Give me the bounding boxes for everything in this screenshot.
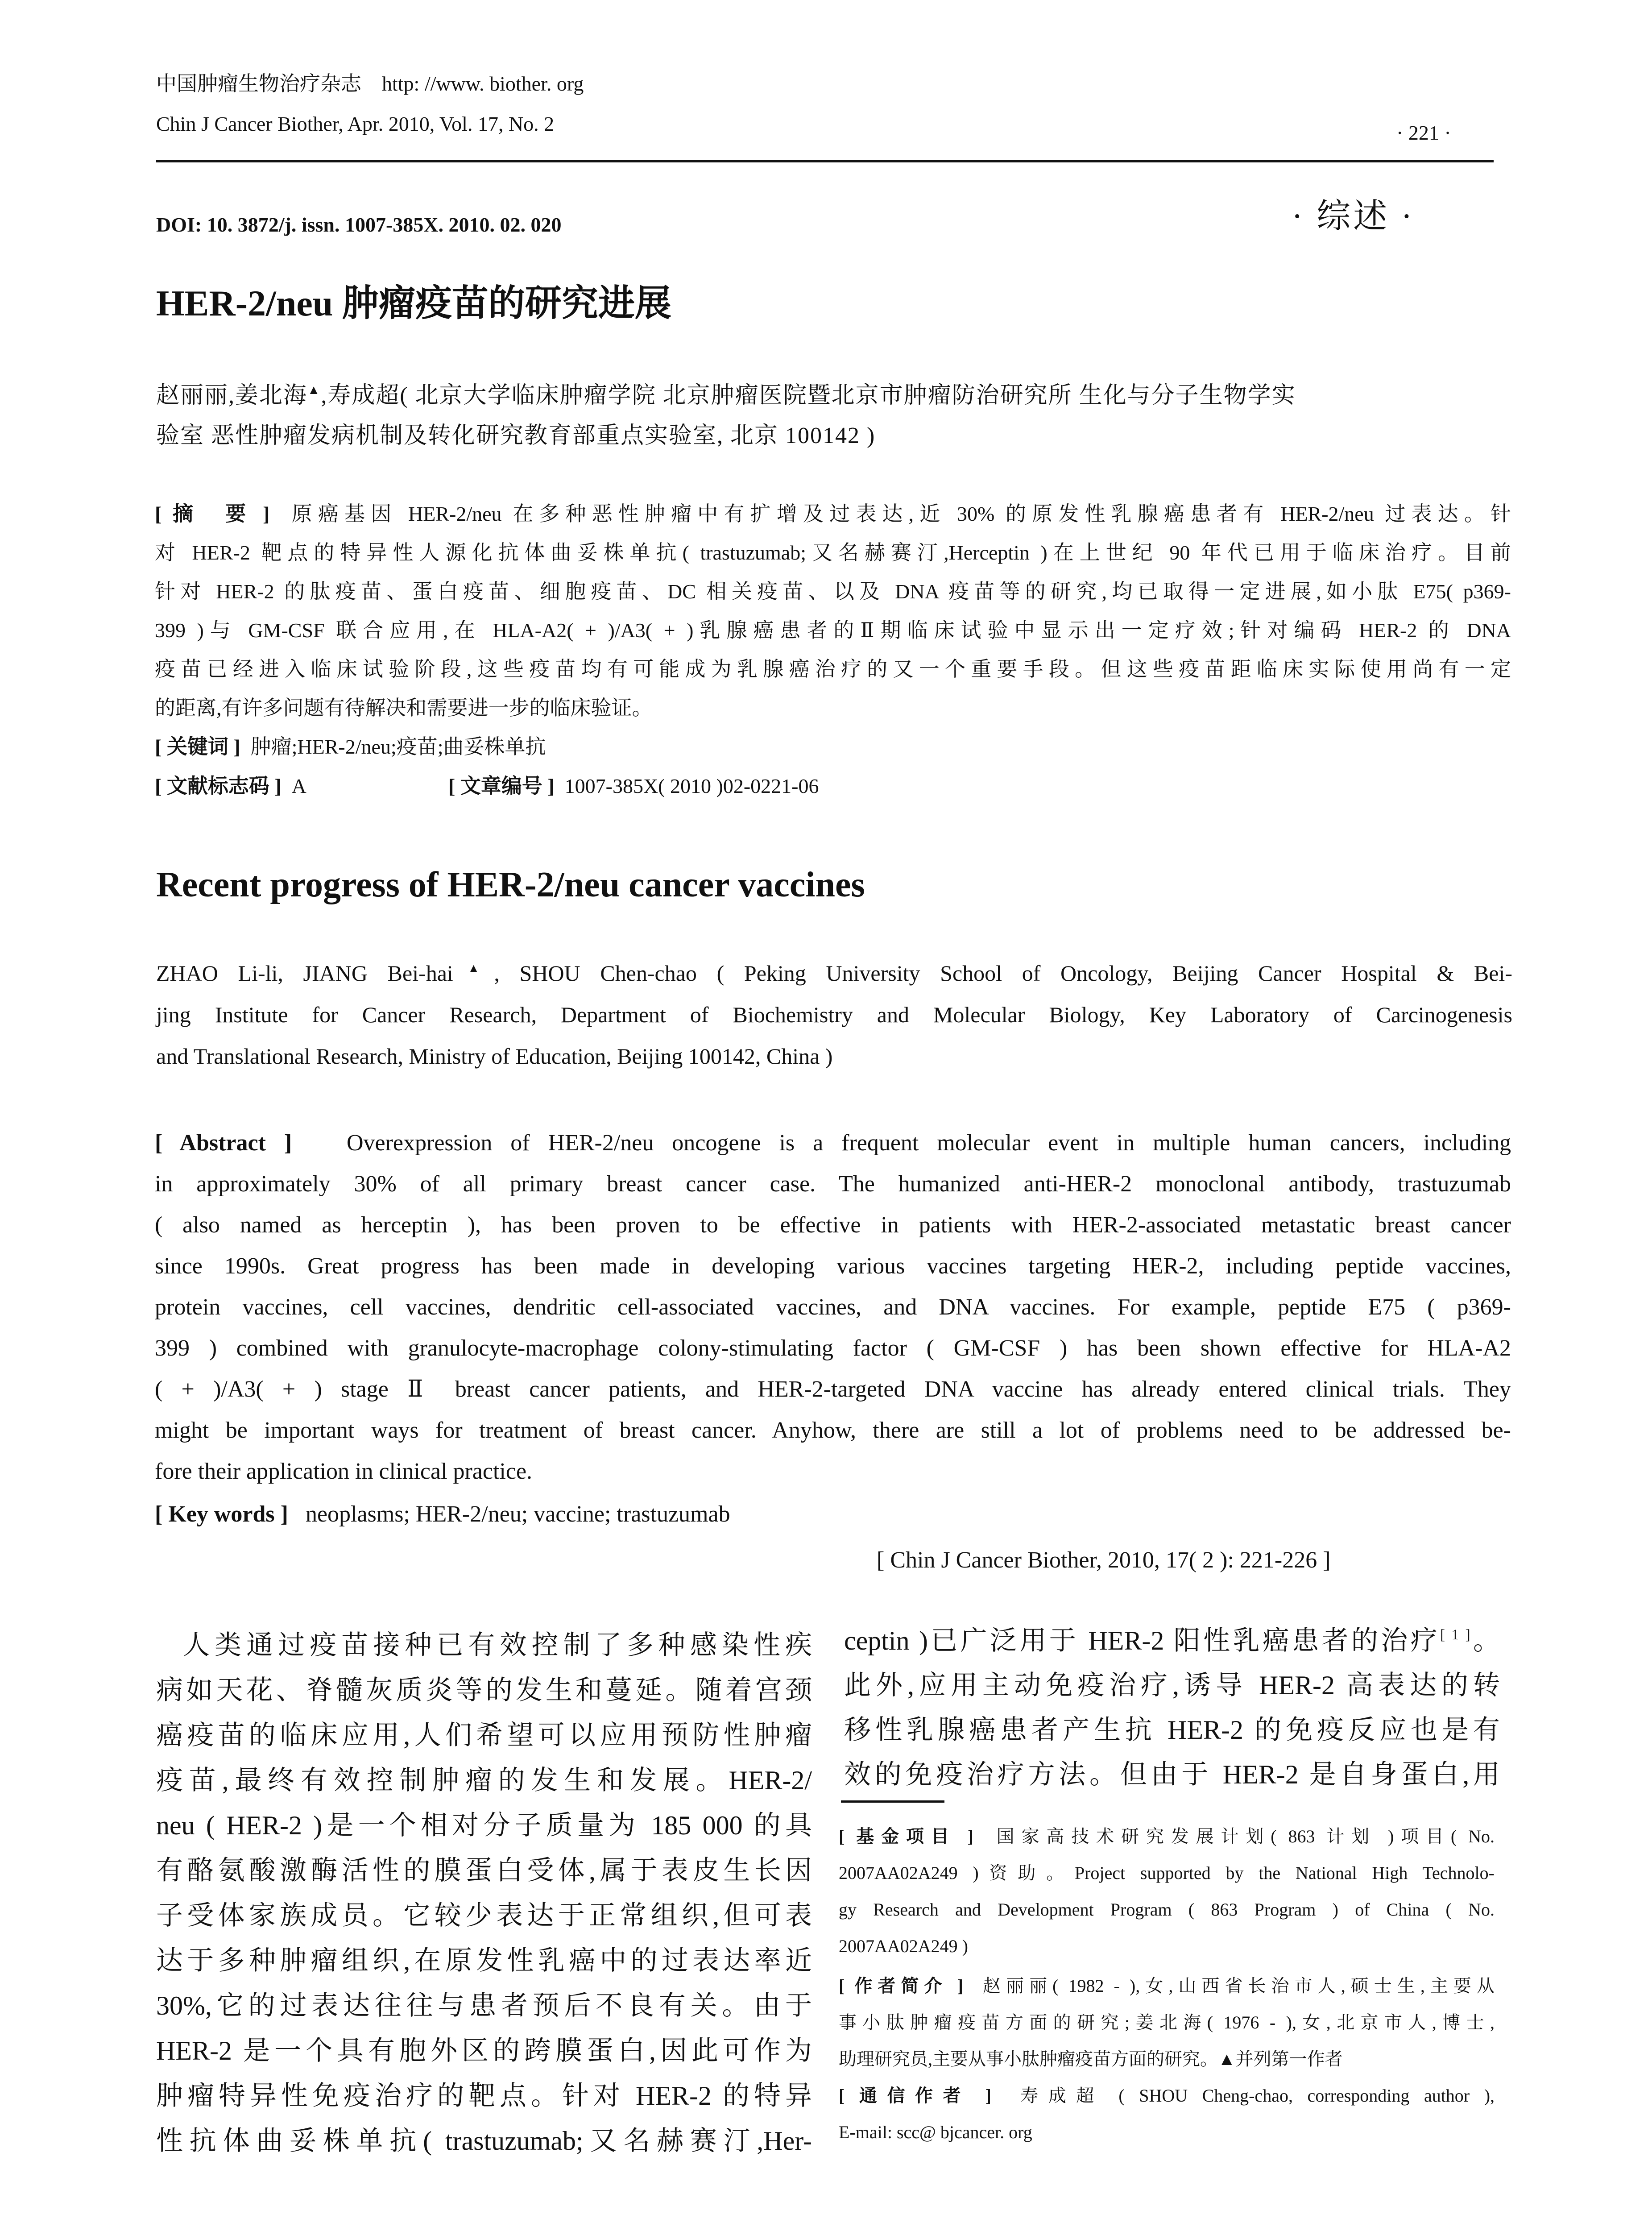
article-number bbox=[448, 773, 819, 800]
funding-line: gy Research and Development Program ( 863 Program ) of China ( No. bbox=[839, 1899, 1495, 1920]
funding-label: [ 基金项目 ] bbox=[839, 1826, 973, 1846]
author-bio-line: 助理研究员,主要从事小肽肿瘤疫苗方面的研究。▲并列第一作者 bbox=[839, 2049, 1343, 2069]
authors-en-line2: jing Institute for Cancer Research, Department of Biochemistry and Molecular Biology, Key Laboratory of Carcinogenesis bbox=[156, 1002, 1512, 1027]
corresponding-line bbox=[839, 2084, 1495, 2107]
abstract-cn-line: 疫苗已经进入临床试验阶段,这些疫苗均有可能成为乳腺癌治疗的又一个重要手段。但这些疫苗距临床实际使用尚有一定 bbox=[155, 658, 1511, 680]
page-number: · 221 · bbox=[1396, 121, 1451, 144]
abstract-en-line: fore their application in clinical practice. bbox=[155, 1459, 533, 1484]
abstract-cn-text: 原癌基因 HER-2/neu 在多种恶性肿瘤中有扩增及过表达,近 30% 的原发性乳腺癌患者有 HER-2/neu 过表达。针 bbox=[291, 502, 1511, 525]
body-line bbox=[844, 1624, 1500, 1657]
body-line: 移性乳腺癌患者产生抗 HER-2 的免疫反应也是有 bbox=[844, 1715, 1500, 1745]
author-names-en: ZHAO Li-li, JIANG Bei-hai bbox=[156, 961, 453, 986]
funding-line bbox=[839, 1825, 1495, 1848]
abstract-en-line: might be important ways for treatment of breast cancer. Anyhow, there are still a lot of problems need to be addressed be- bbox=[155, 1418, 1511, 1443]
keywords-cn bbox=[155, 734, 546, 760]
body-text: ceptin )已广泛用于 HER-2 阳性乳癌患者的治疗 bbox=[844, 1626, 1440, 1655]
corresponding-email[interactable]: E-mail: scc@ bjcancer. org bbox=[839, 2122, 1032, 2142]
abstract-cn-line: 对 HER-2 靶点的特异性人源化抗体曲妥株单抗( trastuzumab;又名赫赛汀,Herceptin )在上世纪 90 年代已用于临床治疗。目前 bbox=[155, 541, 1511, 564]
author-names-cn: 赵丽丽,姜北海 bbox=[156, 383, 308, 408]
authors-en-line1 bbox=[156, 959, 1512, 987]
funding-text: 国家高技术研究发展计划( 863 计划 )项目( No. bbox=[996, 1826, 1495, 1846]
abstract-cn-line: 399 )与 GM-CSF 联合应用,在 HLA-A2( + )/A3( + )乳腺癌患者的Ⅱ期临床试验中显示出一定疗效;针对编码 HER-2 的 DNA bbox=[155, 619, 1511, 642]
authors-cn-line2: 验室 恶性肿瘤发病机制及转化研究教育部重点实验室, 北京 100142 ) bbox=[156, 423, 876, 448]
body-line: 癌疫苗的临床应用,人们希望可以应用预防性肿瘤 bbox=[156, 1721, 812, 1750]
body-line: 肿瘤特异性免疫治疗的靶点。针对 HER-2 的特异 bbox=[156, 2081, 812, 2111]
funding-line: 2007AA02A249 )资助。Project supported by the National High Technolo- bbox=[839, 1863, 1495, 1883]
keywords-cn-value: 肿瘤;HER-2/neu;疫苗;曲妥株单抗 bbox=[250, 735, 546, 758]
abstract-en-label: [ Abstract ] bbox=[155, 1130, 292, 1156]
affiliation-cn: ,寿成超( 北京大学临床肿瘤学院 北京肿瘤医院暨北京市肿瘤防治研究所 生化与分子生物学实 bbox=[321, 383, 1296, 408]
article-number-value: 1007-385X( 2010 )02-0221-06 bbox=[564, 775, 819, 797]
author-bio-text: 赵丽丽( 1982 - ),女,山西省长治市人,硕士生,主要从 bbox=[983, 1976, 1495, 1996]
body-line: 病如天花、脊髓灰质炎等的发生和蔓延。随着宫颈 bbox=[156, 1675, 812, 1705]
abstract-en-text: Overexpression of HER-2/neu oncogene is a frequent molecular event in multiple human cancers, including bbox=[346, 1130, 1511, 1156]
keywords-en-value: neoplasms; HER-2/neu; vaccine; trastuzumab bbox=[305, 1501, 730, 1527]
affiliation-en: , SHOU Chen-chao ( Peking University School of Oncology, Beijing Cancer Hospital & Bei- bbox=[494, 961, 1513, 986]
running-header-line1 bbox=[156, 70, 584, 97]
reference-link[interactable]: [ 1 ] bbox=[1440, 1626, 1470, 1643]
abstract-en-line: since 1990s. Great progress has been made in developing various vaccines targeting HER-2, including peptide vaccines, bbox=[155, 1253, 1511, 1279]
authors-en-line3: and Translational Research, Ministry of Education, Beijing 100142, China ) bbox=[156, 1044, 833, 1069]
doc-code-label: [ 文献标志码 ] bbox=[155, 775, 282, 797]
body-line: 效的免疫治疗方法。但由于 HER-2 是自身蛋白,用 bbox=[844, 1760, 1500, 1789]
authors-cn-line1 bbox=[156, 382, 1296, 410]
keywords-en-label: [ Key words ] bbox=[155, 1501, 288, 1527]
abstract-en-line: protein vaccines, cell vaccines, dendritic cell-associated vaccines, and DNA vaccines. For example, peptide E75 ( p369- bbox=[155, 1294, 1511, 1320]
co-first-author-mark-en: ▲ bbox=[453, 961, 494, 975]
doc-code-value: A bbox=[291, 775, 306, 797]
author-bio-line bbox=[839, 1974, 1495, 1998]
abstract-en-line: ( also named as herceptin ), has been proven to be effective in patients with HER-2-associated metastatic breast cancer bbox=[155, 1212, 1511, 1238]
section-tag: · 综述 · bbox=[1292, 198, 1415, 235]
doi: DOI: 10. 3872/j. issn. 1007-385X. 2010. 02. 020 bbox=[156, 213, 562, 236]
abstract-en-line: ( + )/A3( + ) stage Ⅱ breast cancer patients, and HER-2-targeted DNA vaccine has already entered clinical trials. They bbox=[155, 1377, 1511, 1402]
body-text: 。 bbox=[1470, 1626, 1500, 1655]
body-line: 人类通过疫苗接种已有效控制了多种感染性疾 bbox=[183, 1630, 812, 1660]
abstract-cn-line bbox=[155, 501, 1511, 527]
body-line: 性抗体曲妥株单抗( trastuzumab;又名赫赛汀,Her- bbox=[156, 2126, 812, 2156]
article-number-label: [ 文章编号 ] bbox=[448, 775, 555, 797]
abstract-cn-label: [ 摘 要 ] bbox=[155, 502, 270, 525]
author-bio-label: [ 作者简介 ] bbox=[839, 1976, 963, 1996]
abstract-cn-line: 针对 HER-2 的肽疫苗、蛋白疫苗、细胞疫苗、DC 相关疫苗、以及 DNA 疫苗等的研究,均已取得一定进展,如小肽 E75( p369- bbox=[155, 580, 1511, 603]
keywords-en bbox=[155, 1500, 730, 1529]
journal-url[interactable]: http: //www. biother. org bbox=[382, 72, 584, 95]
funding-line: 2007AA02A249 ) bbox=[839, 1936, 968, 1956]
corresponding-label: [ 通信作者 ] bbox=[839, 2086, 992, 2106]
title-en: Recent progress of HER-2/neu cancer vaccines bbox=[156, 865, 865, 904]
footnote-rule bbox=[841, 1800, 944, 1803]
body-line: HER-2 是一个具有胞外区的跨膜蛋白,因此可作为 bbox=[156, 2036, 812, 2065]
corresponding-text: 寿成超 ( SHOU Cheng-chao, corresponding author ), bbox=[1020, 2086, 1495, 2106]
body-line: 疫苗,最终有效控制肿瘤的发生和发展。HER-2/ bbox=[156, 1766, 812, 1795]
journal-name-cn: 中国肿瘤生物治疗杂志 bbox=[156, 72, 361, 95]
abstract-en-line: in approximately 30% of all primary breast cancer case. The humanized anti-HER-2 monoclonal antibody, trastuzumab bbox=[155, 1171, 1511, 1197]
title-cn: HER-2/neu 肿瘤疫苗的研究进展 bbox=[156, 283, 671, 323]
citation: [ Chin J Cancer Biother, 2010, 17( 2 ): 221-226 ] bbox=[877, 1547, 1331, 1573]
abstract-en-line bbox=[155, 1129, 1511, 1157]
keywords-cn-label: [ 关键词 ] bbox=[155, 735, 240, 758]
body-line: 达于多种肿瘤组织,在原发性乳癌中的过表达率近 bbox=[156, 1946, 812, 1975]
body-line: 有酪氨酸激酶活性的膜蛋白受体,属于表皮生长因 bbox=[156, 1856, 812, 1885]
doc-code bbox=[155, 773, 306, 800]
header-rule bbox=[156, 160, 1494, 162]
co-first-author-mark: ▲ bbox=[307, 383, 321, 397]
author-bio-line: 事小肽肿瘤疫苗方面的研究;姜北海( 1976 - ),女,北京市人,博士, bbox=[839, 2012, 1495, 2032]
journal-issue-info: Chin J Cancer Biother, Apr. 2010, Vol. 17, No. 2 bbox=[156, 112, 555, 135]
abstract-cn-line: 的距离,有许多问题有待解决和需要进一步的临床验证。 bbox=[155, 697, 653, 719]
abstract-en-line: 399 ) combined with granulocyte-macrophage colony-stimulating factor ( GM-CSF ) has been shown effective for HLA-A2 bbox=[155, 1335, 1511, 1361]
body-line: 30%,它的过表达往往与患者预后不良有关。由于 bbox=[156, 1991, 812, 2020]
body-line: 此外,应用主动免疫治疗,诱导 HER-2 高表达的转 bbox=[844, 1671, 1500, 1700]
body-line: 子受体家族成员。它较少表达于正常组织,但可表 bbox=[156, 1901, 812, 1930]
body-line: neu ( HER-2 )是一个相对分子质量为 185 000 的具 bbox=[156, 1811, 812, 1840]
